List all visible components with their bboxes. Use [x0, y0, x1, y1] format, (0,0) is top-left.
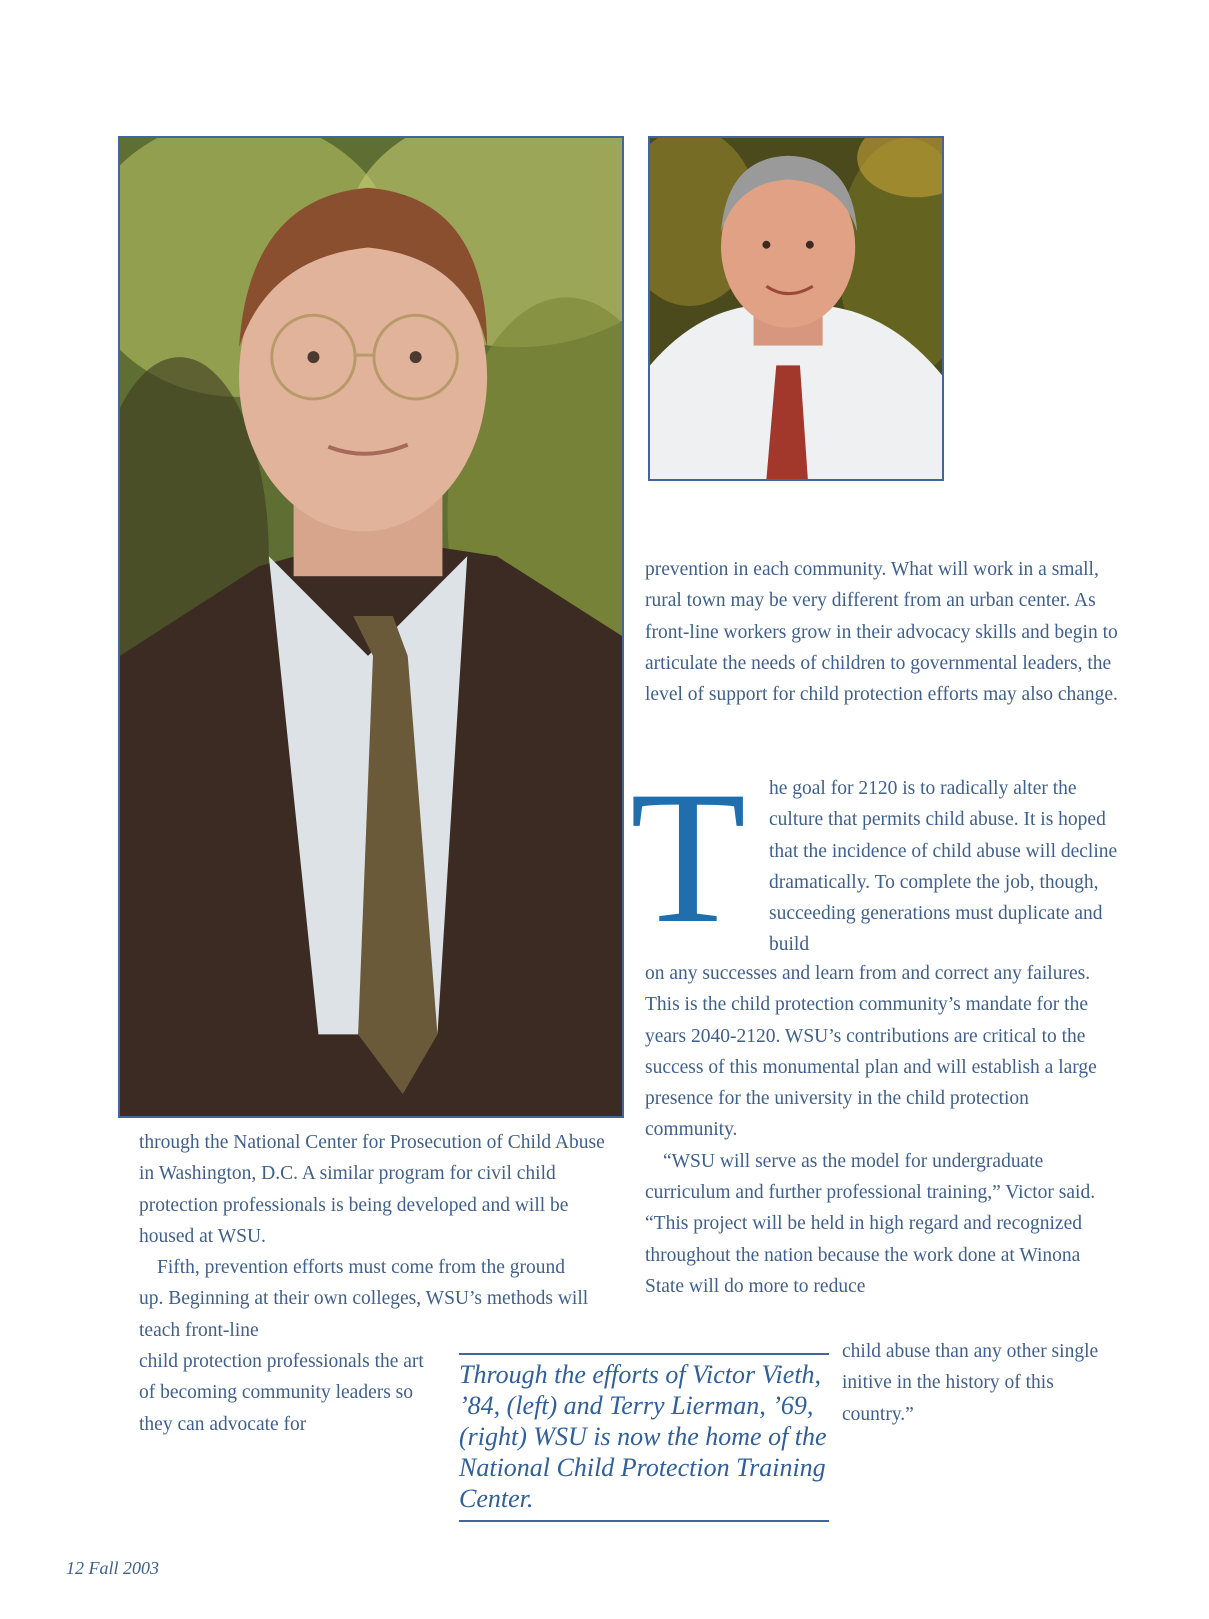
article-left-column-narrow	[139, 1346, 439, 1440]
article-left-column	[139, 1127, 609, 1346]
article-right-paragraph-2-dropcap-lines	[769, 773, 1119, 961]
drop-cap: T	[630, 753, 747, 963]
portrait-illustration-right	[650, 138, 942, 479]
right-paragraph-3-end-text: child abuse than any other single initive in the history of this country.”	[842, 1341, 1099, 1425]
right-paragraph-3-text: “WSU will serve as the model for undergraduate curriculum and further professional training,” Victor said. “This project will be held in high regard and recognized throughout the nation because the work done at Winona State will do more to reduce	[645, 1150, 1096, 1297]
portrait-photo-left	[118, 136, 624, 1118]
article-right-paragraph-3-end	[842, 1336, 1112, 1430]
portrait-illustration-left	[120, 138, 622, 1116]
right-paragraph-2-drop-text: he goal for 2120 is to radically alter the culture that permits child abuse. It is hoped that the incidence of child abuse will decline dramatically. To complete the job, though, succeeding generations must duplicate and build	[769, 778, 1118, 956]
right-paragraph-2-rest-text: on any successes and learn from and correct any failures. This is the child protection community’s mandate for the years 2040-2120. WSU’s contributions are critical to the success of this monumental plan and will establish a large presence for the university in the child protection community.	[645, 963, 1097, 1141]
article-right-paragraph-2-continued	[645, 958, 1120, 1302]
left-paragraph-2a-text: Fifth, prevention efforts must come from the ground up. Beginning at their own colleges, WSU’s methods will teach front-line	[139, 1257, 589, 1341]
left-paragraph-2b-text: child protection professionals the art of becoming community leaders so they can advocate for	[139, 1351, 424, 1435]
page-folio: 12 Fall 2003	[66, 1558, 159, 1578]
article-right-paragraph-1	[645, 554, 1120, 710]
portrait-photo-right	[648, 136, 944, 481]
pull-quote-caption: Through the efforts of Victor Vieth, ’84, (left) and Terry Lierman, ’69, (right) WSU is now the home of the National Child Protection Training Center.	[459, 1353, 829, 1522]
right-paragraph-1-text: prevention in each community. What will work in a small, rural town may be very different from an urban center. As front-line workers grow in their advocacy skills and begin to articulate the needs of children to governmental leaders, the level of support for child protection efforts may also change.	[645, 559, 1118, 706]
left-paragraph-1-text: through the National Center for Prosecution of Child Abuse in Washington, D.C. A similar program for civil child protection professionals is being developed and will be housed at WSU.	[139, 1132, 605, 1247]
